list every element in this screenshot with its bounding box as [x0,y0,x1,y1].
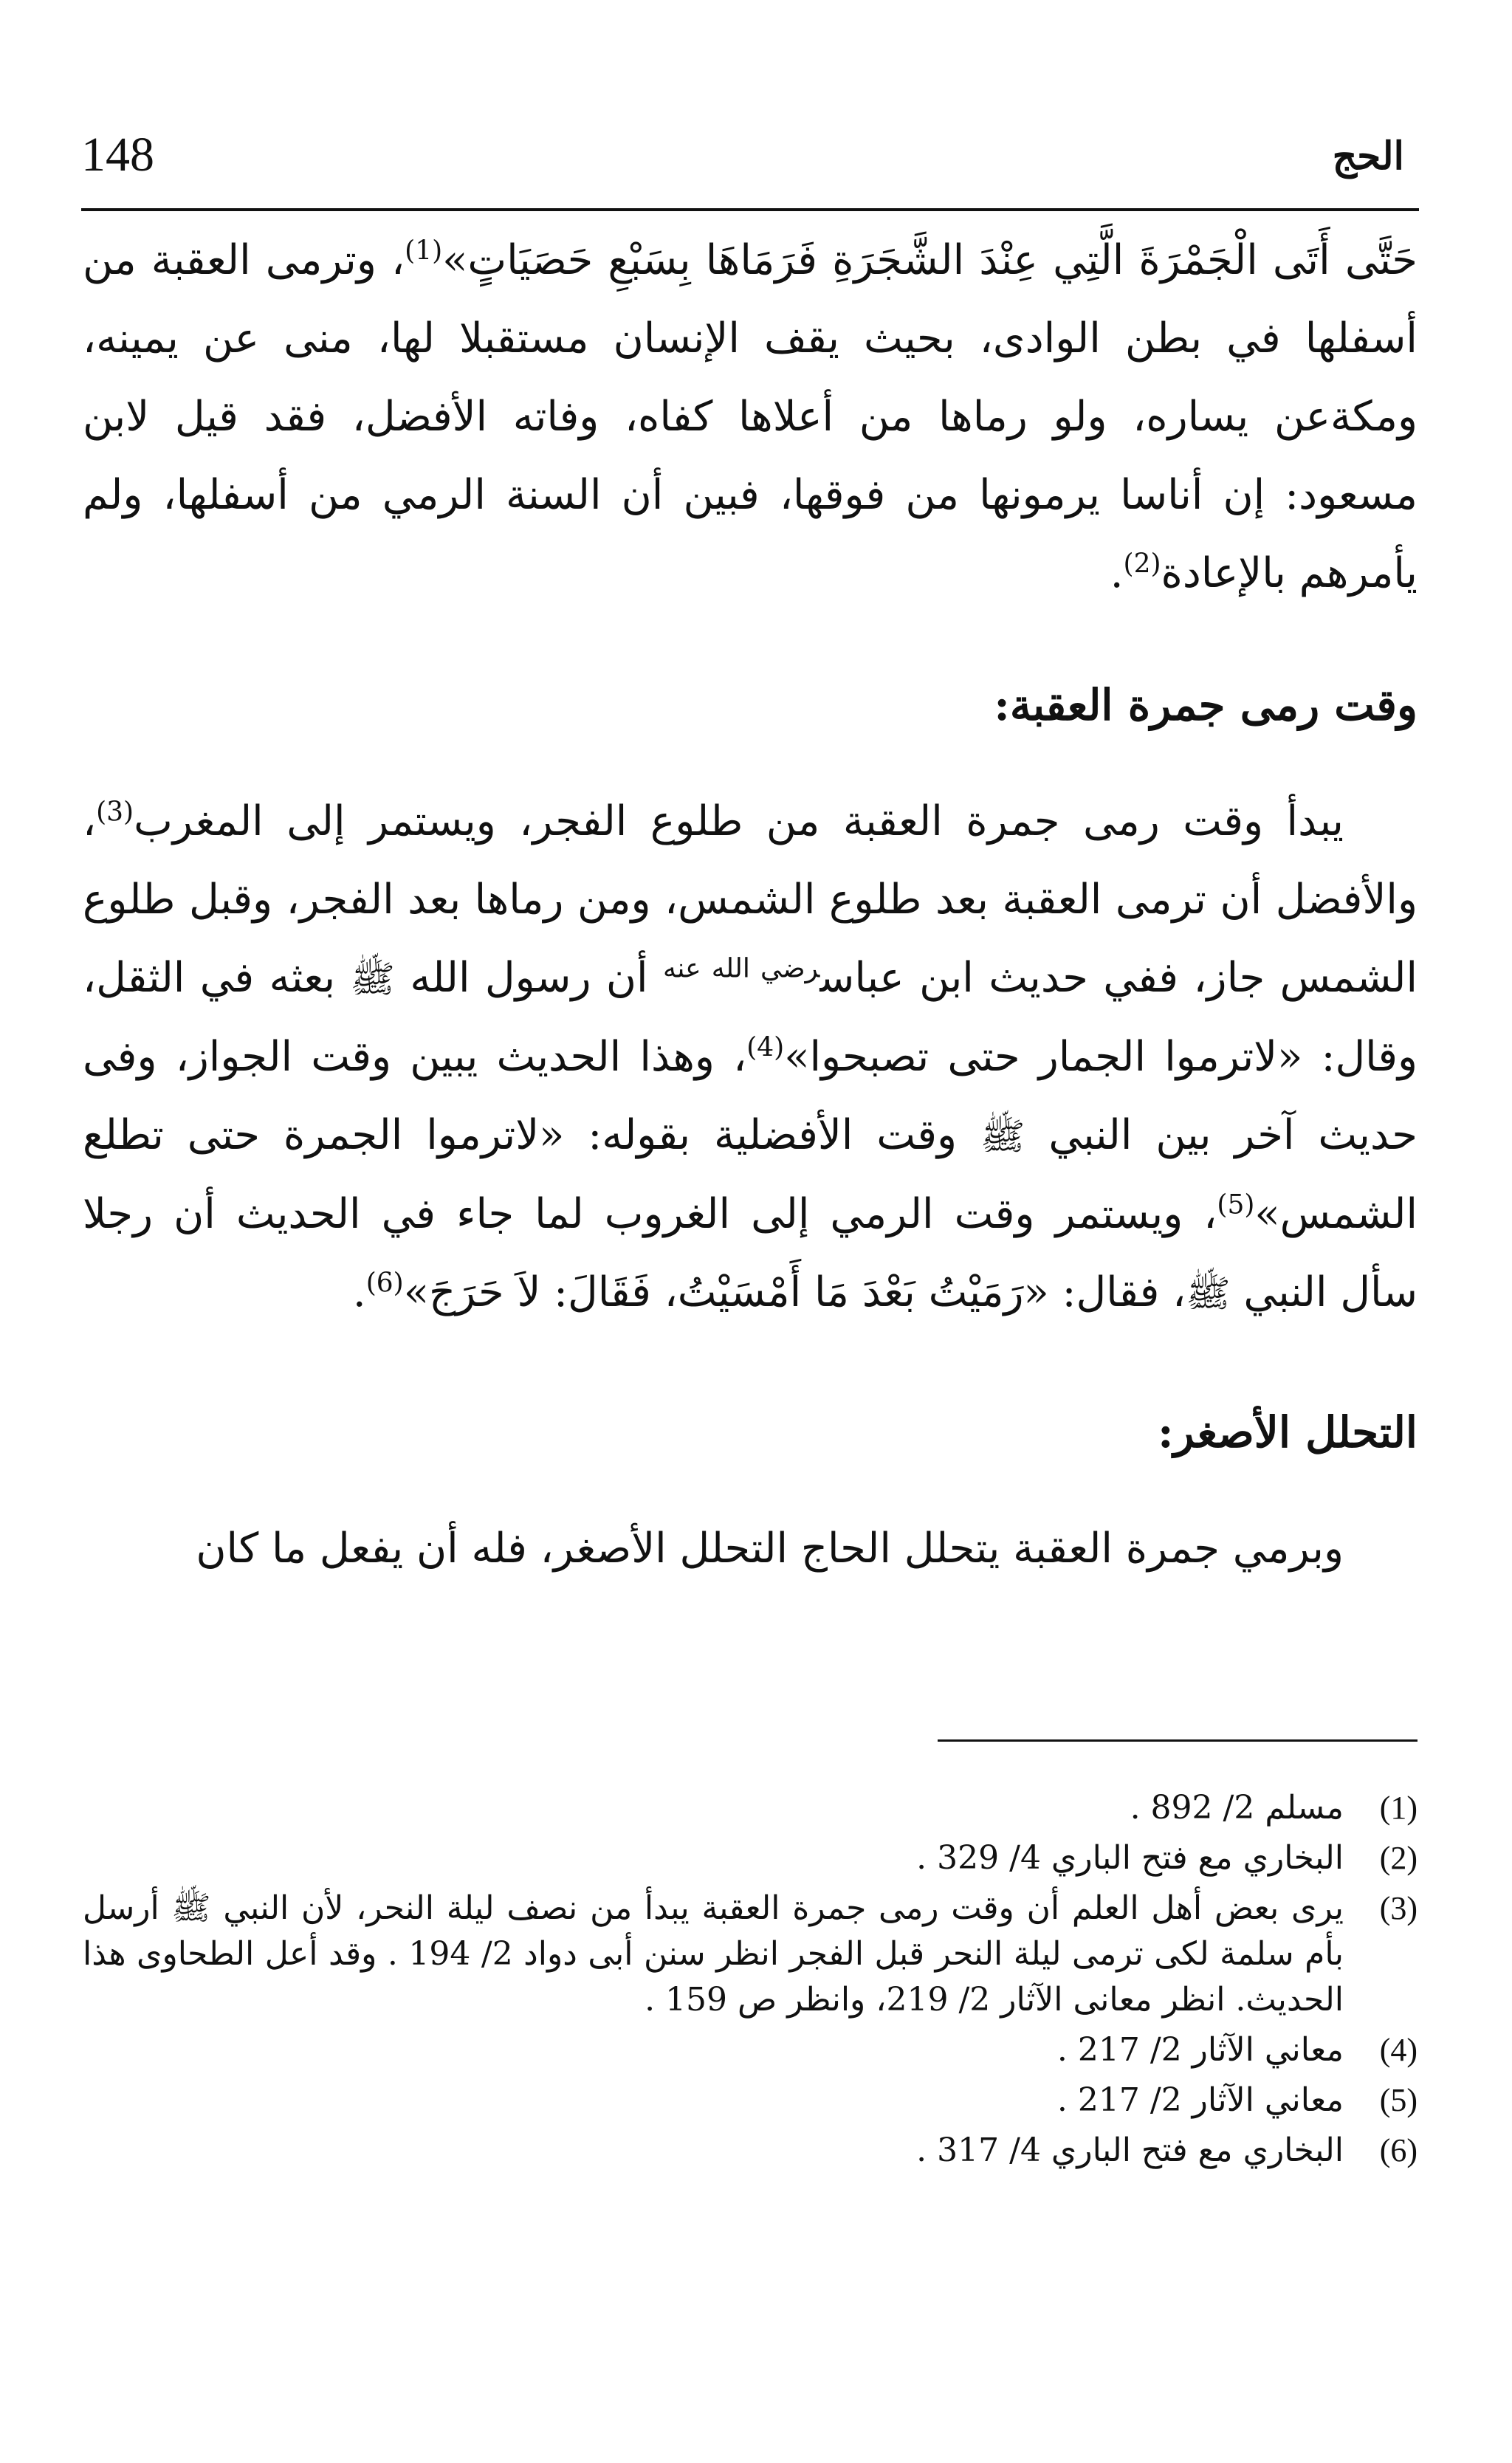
main-text [83,221,1418,1588]
paragraph-2-part-4: بعثه في الثقل، وقال: «لاترموا الجمار حتى تصبحوا» [83,954,1418,1081]
header-rule [81,208,1419,211]
footnote-number: (5) [1379,2082,1418,2118]
salawat-glyph: ﷺ [980,1115,1025,1158]
footnote-text: البخاري مع فتح الباري 4/ 317 . [916,2131,1344,2169]
radiya-honorific: رضي الله عنه [663,953,820,984]
footnote-4 [83,2027,1418,2073]
paragraph-2-part-7: ، ويستمر وقت الرمي إلى الغروب لما جاء في الحديث أن رجلا سأل النبي [83,1190,1418,1316]
paragraph-2 [83,783,1418,1333]
footnote-number: (1) [1379,1790,1418,1826]
footnotes [83,1785,1418,2178]
section-heading-tahallul: التحلل الأصغر: [1158,1407,1418,1457]
footnote-5 [83,2078,1418,2123]
footnote-text: معاني الآثار 2/ 217 . [1056,2081,1344,2119]
footnote-ref-5: (5) [1217,1189,1255,1220]
page-header [81,111,1419,199]
paragraph-1-hadith: حَتَّى أَتَى الْجَمْرَةَ الَّتِي عِنْدَ الشَّجَرَةِ فَرَمَاهَا بِسَبْعِ حَصَيَاتٍ» [442,236,1418,284]
paragraph-2-part-2: ، والأفضل أن ترمى العقبة بعد طلوع الشمس، ومن رماها بعد الفجر، وقبل طلوع الشمس جاز، ففي حديث ابن عباس [83,797,1418,1002]
paragraph-1-text: ، وترمى العقبة من أسفلها في بطن الوادى، بحيث يقف الإنسان مستقبلا لها، منى عن يمينه، ومكةعن يساره، ولو رماها من أعلاها كفاه، وفاته الأفضل، فقد قيل لابن مسعود: إن أناسا يرمونها من فوقها، فبين أن السنة الرمي من أسفلها، ولم يأمرهم بالإعادة [83,236,1418,597]
footnote-number: (2) [1379,1840,1418,1876]
paragraph-2-part-5: ، وهذا الحديث يبين وقت الجواز، وفى حديث آخر بين النبي [83,1033,1418,1159]
footnote-text: يرى بعض أهل العلم أن وقت رمى جمرة العقبة يبدأ من نصف ليلة النحر، لأن النبي ﷺ أرسل بأم سلمة لكى ترمى ليلة النحر قبل الفجر انظر سنن أبى دواد 2/ 194 . وقد أعل الطحاوى هذا الحديث. انظر معانى الآثار 2/ 219، وانظر ص 159 . [83,1889,1344,2019]
running-title: الحج [1332,134,1404,179]
paragraph-2-part-8: ، فقال: «رَمَيْتُ بَعْدَ مَا أَمْسَيْتُ، فَقَالَ: لاَ حَرَجَ» [403,1268,1186,1316]
footnote-ref-6: (6) [365,1268,404,1299]
footnote-3 [83,1886,1418,2023]
paragraph-3: وبرمي جمرة العقبة يتحلل الحاج التحلل الأصغر، فله أن يفعل ما كان [196,1525,1344,1573]
paragraph-2-part-1: يبدأ وقت رمى جمرة العقبة من طلوع الفجر، ويستمر إلى المغرب [134,797,1344,845]
page-number: 148 [81,128,154,182]
footnote-ref-2: (2) [1123,549,1161,580]
footnote-1 [83,1785,1418,1831]
footnote-rule [938,1739,1418,1742]
section-heading-time: وقت رمى جمرة العقبة: [994,680,1418,730]
footnote-number: (4) [1379,2032,1418,2068]
footnote-text: معاني الآثار 2/ 217 . [1056,2031,1344,2069]
footnote-number: (6) [1379,2132,1418,2168]
paragraph-2-part-6: وقت الأفضلية بقوله: «لاترموا الجمرة حتى تطلع الشمس» [83,1111,1418,1238]
paragraph-1-end: . [1110,549,1124,597]
paragraph-1 [83,221,1418,613]
footnote-text: مسلم 2/ 892 . [1130,1789,1344,1827]
footnote-2 [83,1835,1418,1881]
salawat-glyph: ﷺ [350,958,395,1000]
paragraph-2-end: . [352,1268,366,1316]
footnote-ref-1: (1) [405,236,443,267]
footnote-text: البخاري مع فتح الباري 4/ 329 . [916,1839,1344,1877]
footnote-6 [83,2128,1418,2174]
paragraph-2-part-3: أن رسول الله [394,954,664,1002]
footnote-ref-4: (4) [746,1032,785,1063]
salawat-glyph: ﷺ [1186,1272,1231,1315]
footnote-ref-3: (3) [96,797,134,828]
footnote-number: (3) [1379,1890,1418,1926]
